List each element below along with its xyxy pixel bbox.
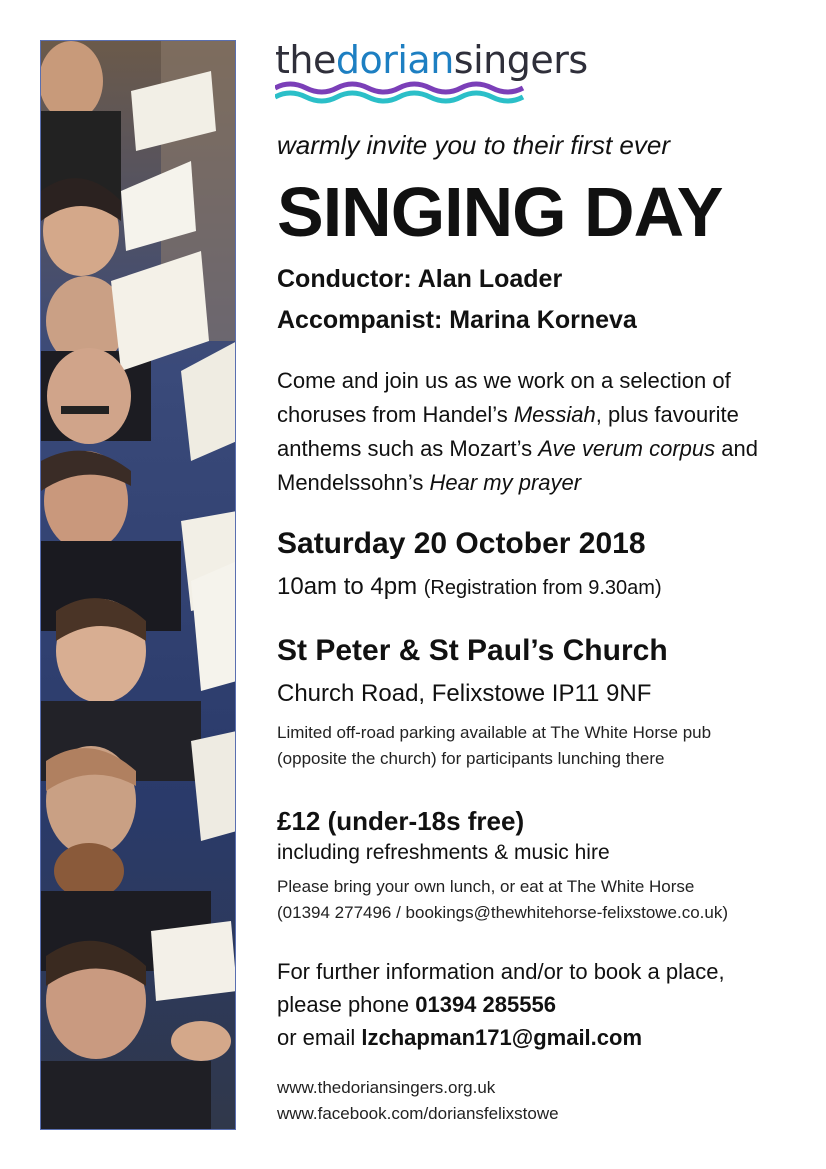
time-range: 10am to 4pm xyxy=(277,573,418,600)
booking-info: For further information and/or to book a place, please phone 01394 285556 or email lzchapman171@gmail.com xyxy=(277,959,725,1050)
description-line: Come and join us as we work on a selection of xyxy=(277,368,731,393)
work-title: Ave verum corpus xyxy=(538,436,716,461)
event-date: Saturday 20 October 2018 xyxy=(277,527,646,560)
conductor-line: Conductor: Alan Loader xyxy=(277,265,563,293)
choir-photo xyxy=(40,40,236,1130)
intro-text: warmly invite you to their first ever xyxy=(277,130,671,160)
wave-icon xyxy=(275,80,525,106)
logo-part-the: the xyxy=(275,38,336,82)
logo-part-dorian: dorian xyxy=(335,38,454,82)
dorian-singers-logo xyxy=(271,18,588,106)
work-title: Messiah xyxy=(513,402,596,427)
web-links xyxy=(277,1075,797,1127)
description-line: anthems such as Mozart’s Ave verum corpus and xyxy=(277,436,758,461)
work-title: Hear my prayer xyxy=(429,470,582,495)
event-headline: SINGING DAY xyxy=(277,173,723,251)
price-includes: including refreshments & music hire xyxy=(277,841,610,864)
description-line: choruses from Handel’s Messiah, plus favourite xyxy=(277,402,739,427)
website-link[interactable]: www.thedoriansingers.org.uk xyxy=(277,1078,496,1097)
event-time xyxy=(277,573,797,601)
choir-photo-illustration xyxy=(41,41,236,1130)
description-line: Mendelssohn’s Hear my prayer xyxy=(277,470,582,495)
venue-name: St Peter & St Paul’s Church xyxy=(277,634,668,667)
logo-wordmark xyxy=(275,38,588,82)
booking-phone[interactable]: 01394 285556 xyxy=(415,992,556,1017)
parking-note: Limited off-road parking available at The White Horse pub (opposite the church) for participants lunching there xyxy=(277,723,712,768)
registration-note: (Registration from 9.30am) xyxy=(423,577,662,599)
logo-part-singers: singers xyxy=(453,38,588,82)
accompanist-line: Accompanist: Marina Korneva xyxy=(277,306,637,334)
venue-address: Church Road, Felixstowe IP11 9NF xyxy=(277,680,652,707)
lunch-note: Please bring your own lunch, or eat at The White Horse (01394 277496 / bookings@thewhitehorse-felixstowe.co.uk) xyxy=(277,877,729,922)
booking-email[interactable]: lzchapman171@gmail.com xyxy=(361,1025,643,1050)
event-description xyxy=(277,364,777,500)
facebook-link[interactable]: www.facebook.com/doriansfelixstowe xyxy=(277,1104,559,1123)
price: £12 (under-18s free) xyxy=(277,806,525,836)
